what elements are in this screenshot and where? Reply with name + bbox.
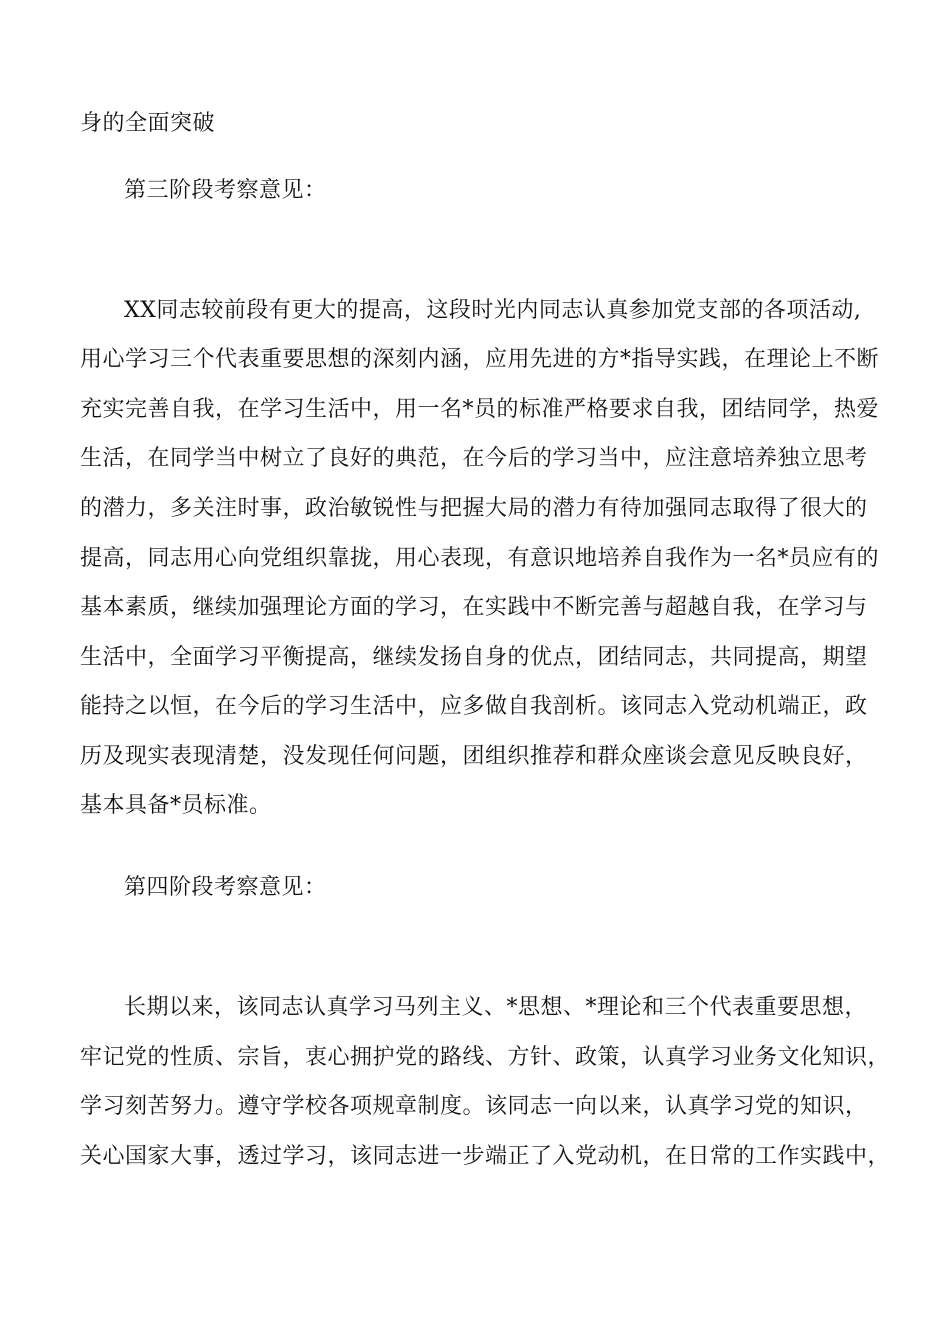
section4-heading: 第四阶段考察意见： (124, 875, 327, 900)
section3-heading: 第三阶段考察意见： (124, 178, 327, 203)
section3-line-5: 的潜力，多关注时事，政治敏锐性与把握大局的潜力有待加强同志取得了很大的 (80, 496, 868, 521)
section4-line-3: 学习刻苦努力。遵守学校各项规章制度。该同志一向以来，认真学习党的知识， (80, 1094, 868, 1119)
section4-line-1: 长期以来，该同志认真学习马列主义、*思想、*理论和三个代表重要思想， (124, 995, 868, 1020)
section3-line-6: 提高，同志用心向党组织靠拢，用心表现，有意识地培养自我作为一名*员应有的 (80, 546, 880, 571)
section3-line-2: 用心学习三个代表重要思想的深刻内涵，应用先进的方*指导实践，在理论上不断 (80, 347, 880, 372)
section3-line-10: 历及现实表现清楚，没发现任何问题，团组织推荐和群众座谈会意见反映良好， (80, 744, 868, 769)
section3-line-4: 生活，在同学当中树立了良好的典范，在今后的学习当中，应注意培养独立思考 (80, 446, 868, 471)
section3-line-9: 能持之以恒，在今后的学习生活中，应多做自我剖析。该同志入党动机端正，政 (80, 694, 868, 719)
section3-line-3: 充实完善自我，在学习生活中，用一名*员的标准严格要求自我，团结同学，热爱 (80, 397, 880, 422)
section4-line-2: 牢记党的性质、宗旨，衷心拥护党的路线、方针、政策，认真学习业务文化知识， (80, 1045, 891, 1070)
section3-line-11: 基本具备*员标准。 (80, 793, 272, 818)
section3-line-7: 基本素质，继续加强理论方面的学习，在实践中不断完善与超越自我，在学习与 (80, 595, 868, 620)
continuation-line: 身的全面突破 (80, 111, 216, 136)
section3-line-1: XX同志较前段有更大的提高，这段时光内同志认真参加党支部的各项活动, (124, 298, 862, 323)
section4-line-4: 关心国家大事，透过学习，该同志进一步端正了入党动机，在日常的工作实践中， (80, 1144, 891, 1169)
section3-line-8: 生活中，全面学习平衡提高，继续发扬自身的优点，团结同志，共同提高，期望 (80, 645, 868, 670)
